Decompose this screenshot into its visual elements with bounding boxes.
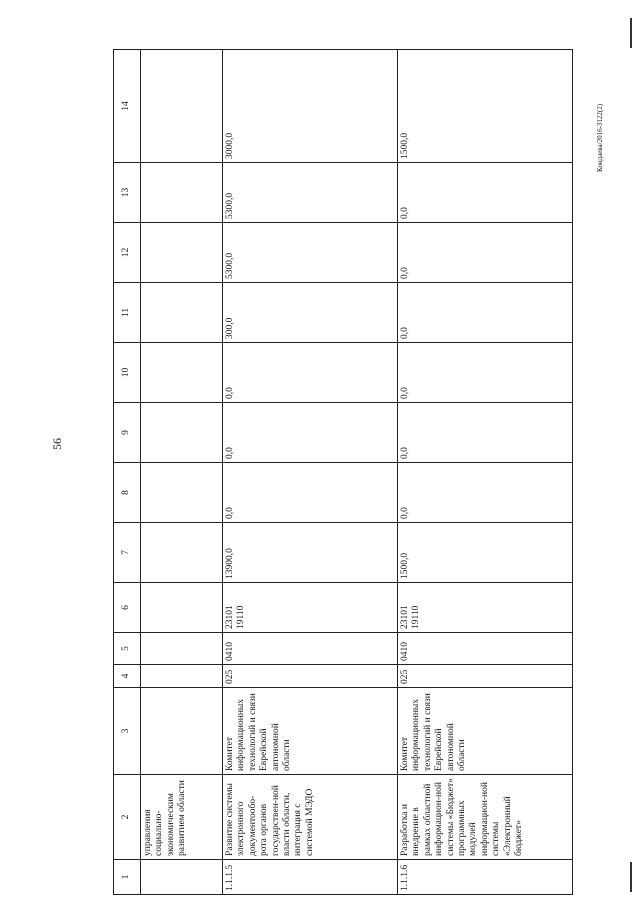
- budget-table: [113, 49, 573, 895]
- column-header: 5: [114, 633, 141, 665]
- cell-executor: Комитет информационных технологий и связи Еврейской автономной области: [398, 688, 573, 775]
- table-row: [398, 50, 573, 895]
- column-header: 13: [114, 163, 141, 223]
- column-header: 1: [114, 860, 141, 895]
- cell-executor: Комитет информационных технологий и связи Еврейской автономной области: [223, 688, 398, 775]
- column-header: 8: [114, 463, 141, 523]
- column-header: 6: [114, 583, 141, 633]
- cell-value: 025: [223, 665, 398, 688]
- margin-mark: [630, 862, 632, 892]
- cell-value: 1500,0: [398, 523, 573, 583]
- document-code: Кондаева/2016-3122(2): [596, 103, 604, 172]
- cell-value: [141, 463, 223, 523]
- cell-activity: Разработка и внедрение в рамках областной информацион-ной системы «Бюджет» программных модулей информацион-ной системы «Электронный бюджет»: [398, 775, 573, 860]
- column-header: 12: [114, 223, 141, 283]
- cell-number: 1.1.1.6: [398, 860, 573, 895]
- cell-value: [141, 163, 223, 223]
- cell-executor: [141, 688, 223, 775]
- cell-value: [141, 343, 223, 403]
- cell-value: 3000,0: [223, 50, 398, 163]
- cell-value: 0,0: [223, 343, 398, 403]
- cell-activity: управления социально-экономическим развитием области: [141, 775, 223, 860]
- budget-table-wrapper: [113, 50, 598, 895]
- cell-value: 0,0: [398, 343, 573, 403]
- cell-number: 1.1.1.5: [223, 860, 398, 895]
- cell-value: 23101 19110: [223, 583, 398, 633]
- cell-value: 5300,0: [223, 223, 398, 283]
- cell-value: 0,0: [398, 283, 573, 343]
- cell-value: 0,0: [398, 163, 573, 223]
- column-header: 9: [114, 403, 141, 463]
- cell-value: [141, 583, 223, 633]
- cell-value: 025: [398, 665, 573, 688]
- column-header: 11: [114, 283, 141, 343]
- cell-value: 0410: [223, 633, 398, 665]
- column-header: 3: [114, 688, 141, 775]
- cell-activity: Развитие системы электронного документообо-рота органов государствен-ной власти области, интеграция с системой МЭДО: [223, 775, 398, 860]
- table-row: [223, 50, 398, 895]
- cell-value: 0,0: [223, 403, 398, 463]
- cell-value: [141, 665, 223, 688]
- cell-value: 0,0: [398, 403, 573, 463]
- cell-value: 23101 19110: [398, 583, 573, 633]
- cell-value: 5300,0: [223, 163, 398, 223]
- cell-value: [141, 403, 223, 463]
- cell-value: [141, 283, 223, 343]
- column-header: 4: [114, 665, 141, 688]
- cell-value: 0,0: [223, 463, 398, 523]
- cell-value: 300,0: [223, 283, 398, 343]
- cell-value: 1500,0: [398, 50, 573, 163]
- cell-value: 0,0: [398, 223, 573, 283]
- column-header: 10: [114, 343, 141, 403]
- margin-mark: [630, 18, 632, 48]
- cell-value: 13900,0: [223, 523, 398, 583]
- column-header: 7: [114, 523, 141, 583]
- cell-value: [141, 50, 223, 163]
- cell-value: 0410: [398, 633, 573, 665]
- cell-value: 0,0: [398, 463, 573, 523]
- cell-number: [141, 860, 223, 895]
- column-header: 2: [114, 775, 141, 860]
- header-row: [114, 50, 141, 895]
- cell-value: [141, 633, 223, 665]
- cell-value: [141, 523, 223, 583]
- column-header: 14: [114, 50, 141, 163]
- cell-value: [141, 223, 223, 283]
- page-number: 56: [50, 438, 64, 450]
- table-row: [141, 50, 223, 895]
